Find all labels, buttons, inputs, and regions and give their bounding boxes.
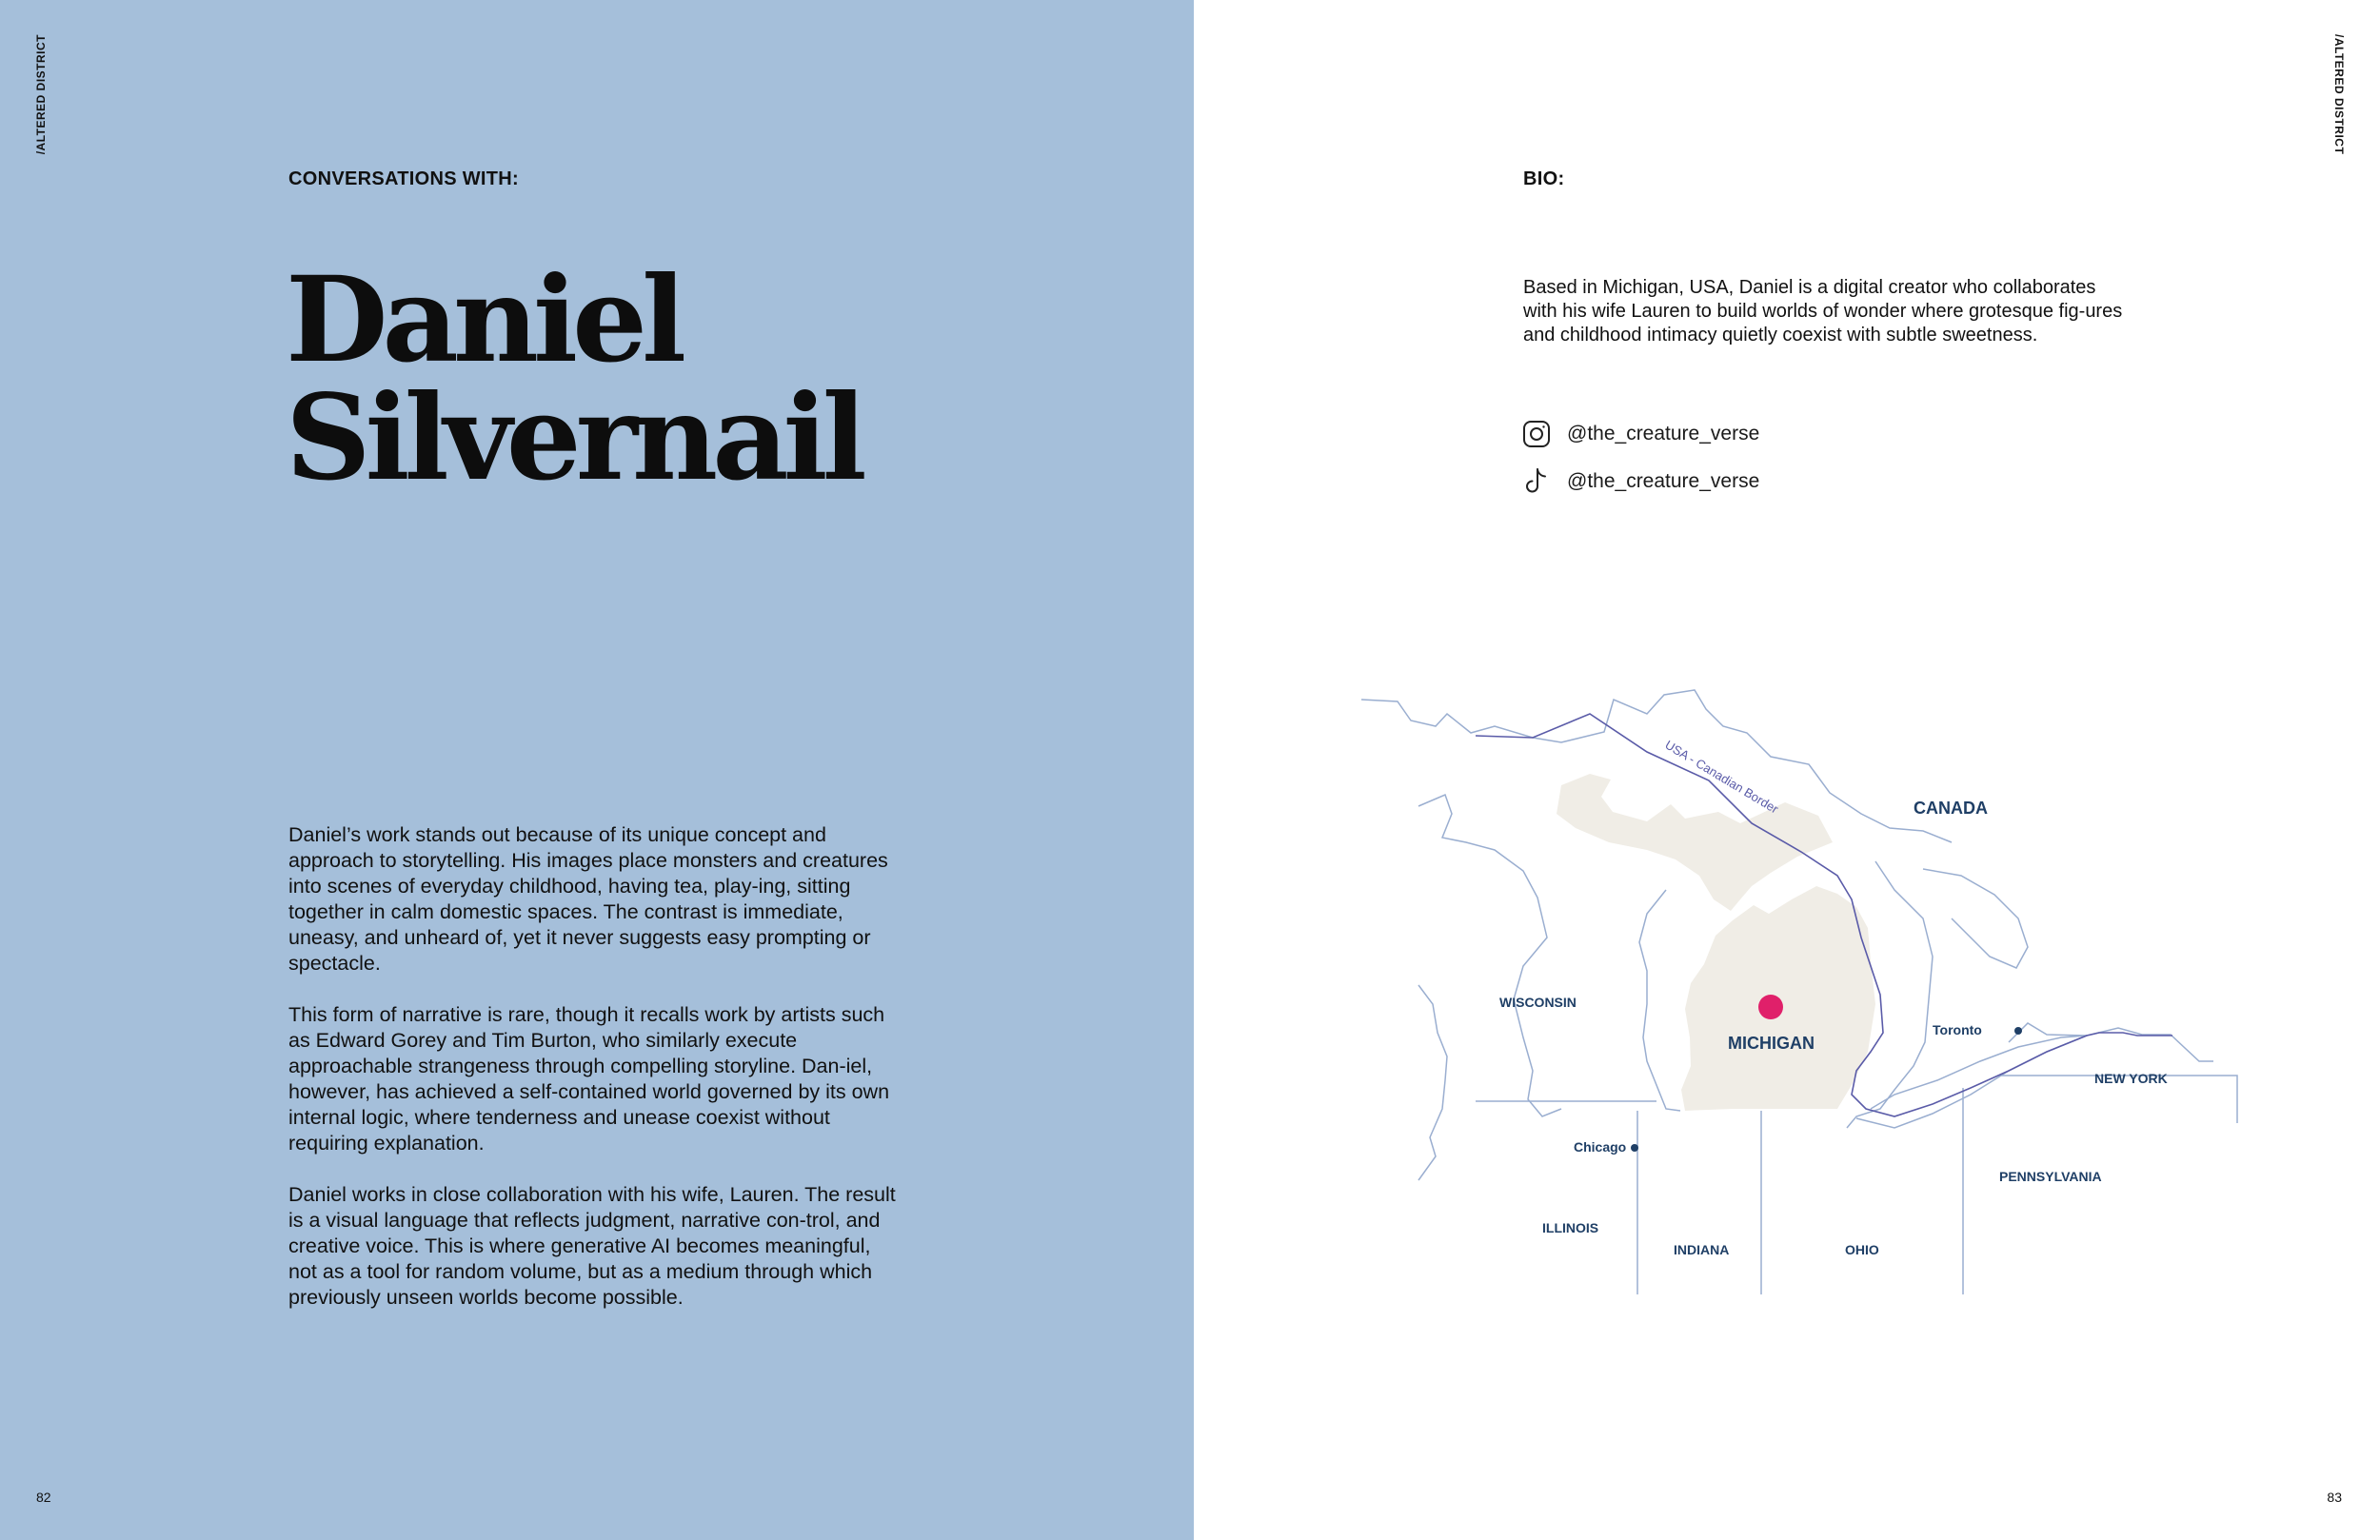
shoreline-michigan-lake-east [1639, 890, 1680, 1111]
chicago-dot [1631, 1144, 1638, 1152]
label-new-york: NEW YORK [2094, 1071, 2168, 1086]
title-line-first-name: Daniel [286, 251, 682, 389]
label-ohio: OHIO [1845, 1242, 1879, 1257]
instagram-icon [1521, 419, 1552, 449]
running-head-left: /ALTERED DISTRICT [34, 34, 48, 155]
label-chicago: Chicago [1574, 1139, 1627, 1155]
page-number-right: 83 [2327, 1490, 2342, 1505]
shoreline-georgian-bay [1923, 869, 2028, 968]
border-label: USA - Canadian Border [1662, 737, 1781, 817]
article-paragraph-1: Daniel’s work stands out because of its unique concept and approach to storytelling. His images place monsters and creatures into scenes of everyday childhood, having tea, play-ing, sitting together in calm domestic spaces. The contrast is immediate, uneasy, and unheard of, yet it never suggests easy prompting or spectacle. [288, 823, 888, 975]
tiktok-icon [1521, 466, 1552, 497]
title-line-last-name: Silvernail [286, 369, 862, 507]
map-graphic [1361, 661, 2247, 1309]
label-toronto: Toronto [1933, 1022, 1982, 1037]
label-indiana: INDIANA [1674, 1242, 1730, 1257]
label-wisconsin: WISCONSIN [1499, 995, 1577, 1010]
location-marker [1758, 995, 1783, 1019]
section-label-conversations: CONVERSATIONS WITH: [288, 168, 519, 189]
article-paragraph-2: This form of narrative is rare, though it recalls work by artists such as Edward Gorey and Tim Burton, who similarly execute approachable strangeness through compelling storyline. Dan-iel, however, has achieved a self-contained world governed by its own internal logic, where tenderness and unease coexist without requiring explanation. [288, 1003, 890, 1155]
label-michigan: MICHIGAN [1728, 1034, 1815, 1053]
article-body [288, 822, 898, 1336]
social-instagram[interactable] [1521, 419, 1759, 449]
michigan-upper-peninsula [1557, 774, 1833, 911]
page-number-left: 82 [36, 1490, 51, 1505]
instagram-handle[interactable]: @the_creature_verse [1567, 423, 1760, 444]
article-paragraph-3: Daniel works in close collaboration with his wife, Lauren. The result is a visual language that reflects judgment, narrative con-trol, and creative voice. This is where generative AI becomes meaningful, not as a tool for random volume, but as a medium through which previously unseen worlds become possible. [288, 1183, 896, 1309]
bio-text: Based in Michigan, USA, Daniel is a digital creator who collaborates with his wife Lauren to build worlds of wonder where grotesque fig-ures and childhood intimacy quietly coexist with subtle sweetness. [1523, 277, 2123, 346]
label-pennsylvania: PENNSYLVANIA [1999, 1169, 2102, 1184]
page-title [286, 251, 862, 507]
great-lakes-map [1361, 661, 2247, 1309]
label-illinois: ILLINOIS [1542, 1220, 1599, 1235]
tiktok-handle[interactable]: @the_creature_verse [1567, 470, 1760, 492]
shoreline-wisconsin-east [1418, 985, 1447, 1180]
toronto-dot [2014, 1027, 2022, 1035]
section-label-bio: BIO: [1523, 168, 1565, 189]
label-canada: CANADA [1914, 799, 1988, 818]
shoreline-michigan-west [1418, 795, 1561, 1116]
running-head-right: /ALTERED DISTRICT [2332, 34, 2346, 155]
social-tiktok[interactable] [1521, 466, 1759, 497]
